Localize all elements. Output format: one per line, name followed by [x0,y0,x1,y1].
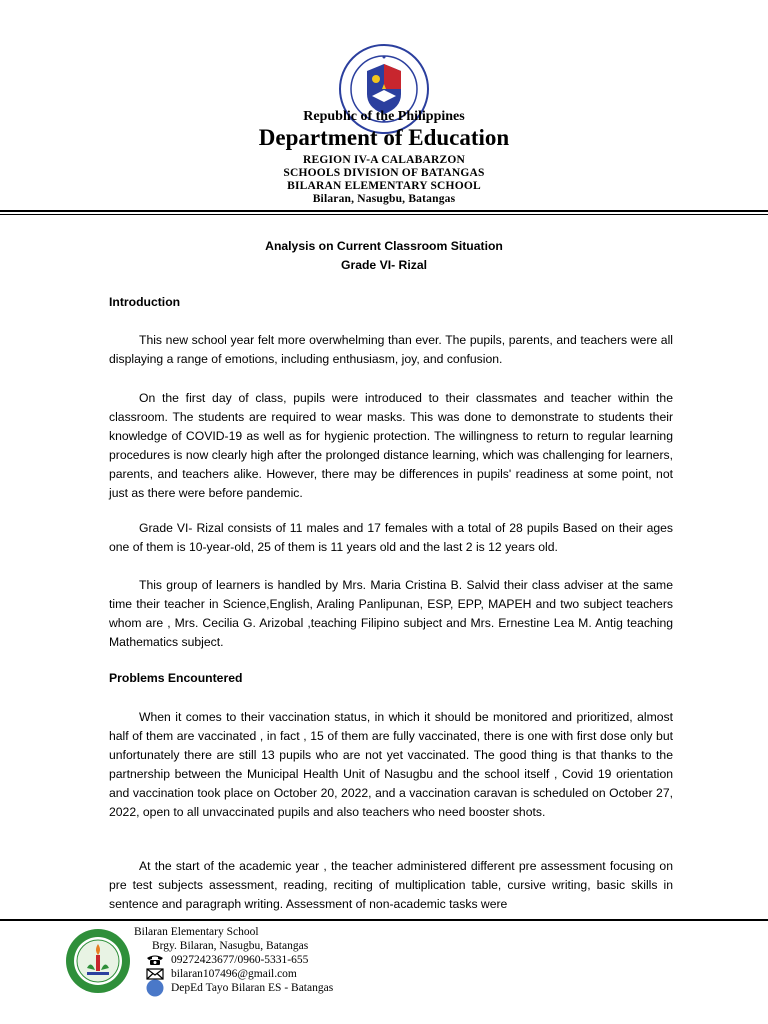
header-divider-thin [0,214,768,215]
paragraph: On the first day of class, pupils were introduced to their classmates and teacher within the classroom. The students are required to wear masks. This was done to demonstrate to students their knowledge of COVID-19 as well as for hygienic protection. The willingness to return to regular learning procedures is now clearly high after the prolonged distance learning, which was challenging for learners, parents, and teachers alike. However, there may be differences in pupils' readiness at some point, not just as there were before pandemic. [109,391,673,500]
phone-icon [145,953,165,967]
footer-phone-row [130,953,333,967]
school-heading: BILARAN ELEMENTARY SCHOOL [287,180,481,192]
facebook-icon [145,981,165,995]
introduction-heading: Introduction [109,295,181,309]
document-title: Analysis on Current Classroom Situation [265,239,503,253]
document-subtitle: Grade VI- Rizal [340,258,427,272]
footer-phone: 09272423677/0960-5331-655 [171,954,309,966]
division-heading: SCHOOLS DIVISION OF BATANGAS [283,167,485,179]
paragraph: At the start of the academic year , the teacher administered different pre assessment focusing on pre test subjects assessment, reading, reciting of multiplication table, cursive writing, basic skills in sentence and paragraph writing. Assessment of non-academic tasks were [109,859,673,911]
region-heading: REGION IV-A CALABARZON [302,154,465,166]
header-divider [0,210,768,212]
paragraph: Grade VI- Rizal consists of 11 males and 17 females with a total of 28 pupils Based on their ages one of them is 10-year-old, 25 of them is 11 years old and the last 2 is 12 years old. [109,521,673,554]
paragraph: This new school year felt more overwhelming than ever. The pupils, parents, and teachers were all displaying a range of emotions, including enthusiasm, joy, and confusion. [109,333,673,366]
paragraph: This group of learners is handled by Mrs. Maria Cristina B. Salvid their class adviser at the same time their teacher in Science,English, Araling Panlipunan, ESP, EPP, MAPEH and two subject teachers whom are , Mrs. Cecilia G. Arizobal ,teaching Filipino subject and Mrs. Ernestine Lea M. Antig teaching Mathematics subject. [109,578,673,649]
footer-facebook-row [130,981,333,995]
footer-contact [130,925,333,995]
school-address: Bilaran, Nasugbu, Batangas [312,193,456,205]
footer-facebook[interactable]: DepEd Tayo Bilaran ES - Batangas [171,982,334,994]
republic-heading: Republic of the Philippines [303,109,465,124]
footer-divider [0,919,768,921]
footer-email[interactable]: bilaran107496@gmail.com [171,968,297,980]
footer-address: Brgy. Bilaran, Nasugbu, Batangas [152,940,309,952]
problems-heading: Problems Encountered [109,671,243,685]
department-heading: Department of Education [258,125,510,150]
footer-school-name: Bilaran Elementary School [134,926,259,938]
school-logo [65,928,131,994]
paragraph: When it comes to their vaccination status, in which it should be monitored and prioritized, almost half of them are vaccinated , in fact , 15 of them are fully vaccinated, there is one with first dose only but unfortunately there are still 13 pupils who are not yet vaccinated. The good thing is that thanks to the partnership between the Municipal Health Unit of Nasugbu and the school itself , Covid 19 orientation and vaccination took place on October 20, 2022, and a vaccination caravan is scheduled on October 27, 2022, open to all unvaccinated pupils and also teachers who need booster shots. [109,710,673,819]
